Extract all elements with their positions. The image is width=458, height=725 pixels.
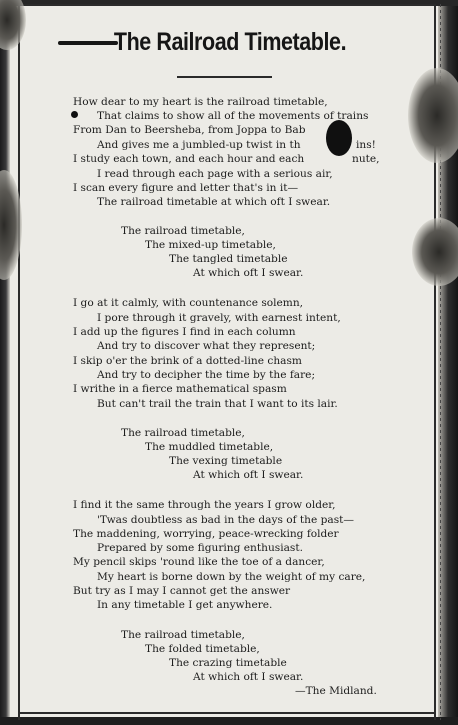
poem-line: From Dan to Beersheba, from Joppa to Bab: [73, 124, 306, 136]
refrain-line: The railroad timetable,: [121, 629, 245, 641]
refrain-line: At which oft I swear.: [193, 671, 304, 683]
refrain-line: The folded timetable,: [145, 643, 260, 655]
refrain-line: At which oft I swear.: [193, 469, 304, 481]
refrain-line: The tangled timetable: [169, 253, 288, 265]
poem-line: But can't trail the train that I want to its lair.: [97, 398, 338, 410]
poem-line: Prepared by some figuring enthusiast.: [97, 542, 303, 554]
poem-line: I go at it calmly, with countenance solemn,: [73, 297, 304, 309]
poem-line: I read through each page with a serious air,: [97, 168, 333, 180]
refrain-line: The vexing timetable: [169, 455, 283, 467]
refrain-line: At which oft I swear.: [193, 267, 304, 279]
poem-line: My pencil skips 'round like the toe of a dancer,: [73, 556, 325, 568]
poem-line: I study each town, and each hour and each: [73, 153, 305, 165]
poem-line: But try as I may I cannot get the answer: [73, 585, 291, 597]
poem-line: And gives me a jumbled-up twist in th: [97, 139, 301, 151]
poem-line: My heart is borne down by the weight of my care,: [97, 571, 366, 583]
poem-line: How dear to my heart is the railroad timetable,: [73, 96, 328, 108]
poem-line: In any timetable I get anywhere.: [97, 599, 273, 611]
poem-line: I find it the same through the years I grow older,: [73, 499, 336, 511]
poem-line: I add up the figures I find in each column: [73, 326, 296, 338]
refrain-line: The railroad timetable,: [121, 225, 245, 237]
poem-line: And try to discover what they represent;: [97, 340, 316, 352]
poem-line: And try to decipher the time by the fare;: [97, 369, 316, 381]
refrain-line: The railroad timetable,: [121, 427, 245, 439]
refrain-line: The mixed-up timetable,: [145, 239, 276, 251]
poem-line-fragment: nute,: [352, 153, 380, 165]
poem-title: The Railroad Timetable.: [113, 28, 347, 56]
poem-line: I pore through it gravely, with earnest intent,: [97, 312, 341, 324]
poem-line: 'Twas doubtless as bad in the days of the past—: [97, 514, 355, 526]
poem-line: I skip o'er the brink of a dotted-line chasm: [73, 355, 302, 367]
refrain-line: The muddled timetable,: [145, 441, 274, 453]
poem-line: The maddening, worrying, peace-wrecking folder: [73, 528, 339, 540]
poem-line: That claims to show all of the movements of trains: [97, 110, 369, 122]
refrain-line: The crazing timetable: [169, 657, 287, 669]
poem-line: The railroad timetable at which oft I swear.: [97, 196, 331, 208]
poem-line: I scan every figure and letter that's in it—: [73, 182, 299, 194]
attribution: —The Midland.: [295, 685, 377, 697]
poem-line-fragment: ins!: [356, 139, 376, 151]
poem-line: I writhe in a fierce mathematical spasm: [73, 383, 287, 395]
